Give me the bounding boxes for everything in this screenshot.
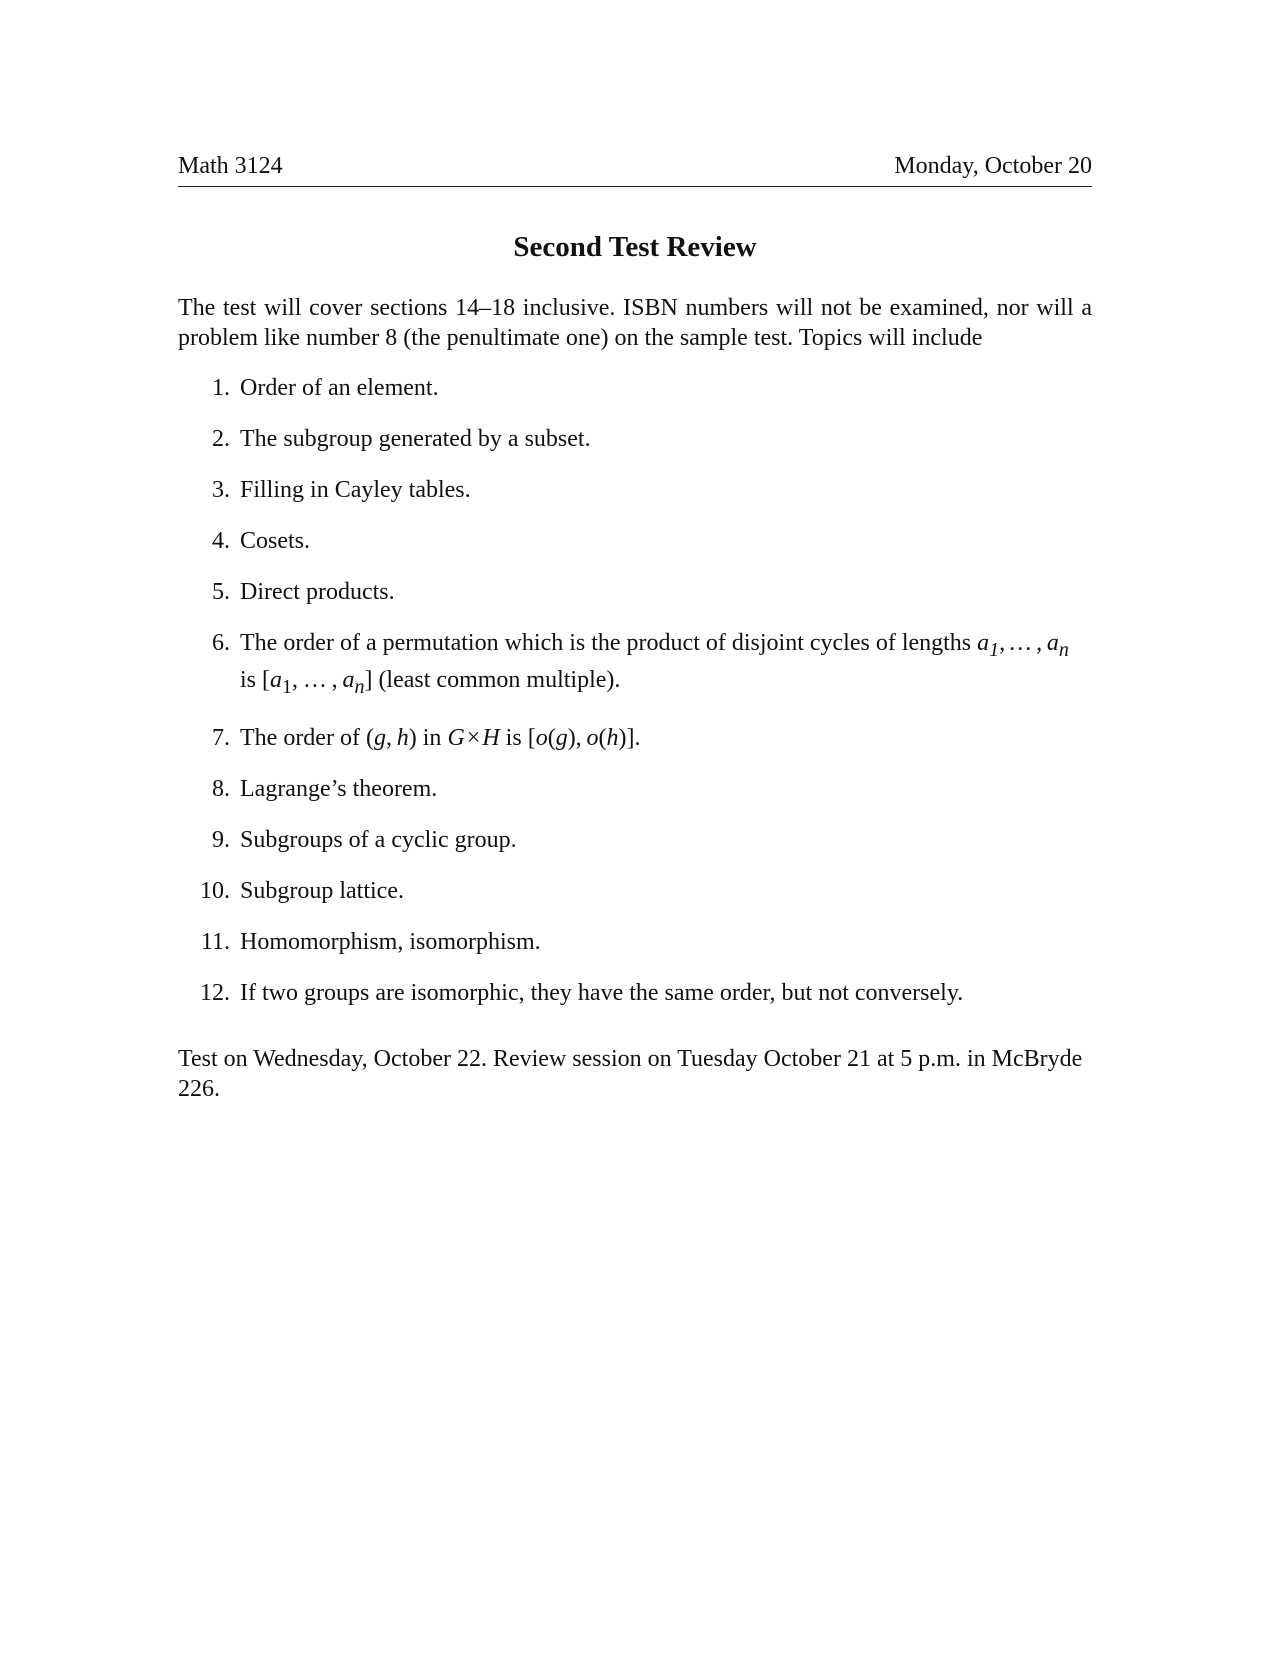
math-expression: [o(g), o(h)]. — [527, 724, 641, 751]
item-text: (least common multiple). — [378, 666, 621, 693]
footer-note: Test on Wednesday, October 22. Review session on Tuesday October 21 at 5 p.m. in McBryde 226. — [178, 1046, 1083, 1102]
list-item — [178, 876, 1092, 906]
header-rule — [178, 186, 1092, 187]
item-number: 11. — [200, 928, 230, 955]
item-text: Direct products. — [240, 579, 395, 605]
item-text: Order of an element. — [240, 375, 439, 401]
item-text: The order of a permutation which is the product of disjoint cycles of lengths — [240, 630, 972, 656]
item-number: 3. — [212, 477, 230, 503]
list-item — [178, 774, 1092, 804]
item-number: 6. — [212, 630, 230, 656]
math-expression: (g, h) — [365, 724, 417, 751]
item-number: 2. — [212, 426, 230, 452]
item-text: Homomorphism, isomorphism. — [240, 928, 541, 955]
list-item — [178, 825, 1092, 855]
item-text: is — [505, 724, 522, 751]
list-item — [178, 475, 1092, 505]
math-expression: [$a_1$, … , $a_n$] — [262, 666, 373, 698]
list-item — [178, 577, 1092, 607]
header-date: Monday, October 20 — [894, 153, 1092, 179]
topics-list — [178, 373, 1092, 1029]
course-label: Math 3124 — [178, 153, 283, 179]
page-header — [178, 152, 1092, 180]
item-text: Subgroup lattice. — [240, 877, 404, 904]
list-item — [178, 424, 1092, 454]
item-number: 9. — [212, 826, 230, 853]
item-text: The subgroup generated by a subset. — [240, 426, 591, 452]
list-item — [178, 373, 1092, 403]
item-number: 1. — [212, 375, 230, 401]
item-text: is — [240, 666, 257, 693]
item-text: in — [422, 724, 442, 751]
item-number: 12. — [200, 979, 230, 1006]
item-text: The order of — [240, 724, 360, 751]
intro-paragraph: The test will cover sections 14–18 inclusive. ISBN numbers will not be examined, nor will a problem like number 8 (the penultimate one) on the sample test. Topics will include — [178, 295, 1092, 351]
item-text: Filling in Cayley tables. — [240, 477, 471, 503]
item-number: 7. — [212, 724, 230, 751]
math-expression: G × H — [447, 724, 500, 751]
item-text: If two groups are isomorphic, they have the same order, but not conversely. — [240, 979, 964, 1006]
list-item — [178, 927, 1092, 957]
page-title: Second Test Review — [513, 231, 757, 263]
item-text: Subgroups of a cyclic group. — [240, 826, 517, 853]
list-item — [178, 526, 1092, 556]
list-item — [178, 978, 1092, 1008]
item-number: 10. — [200, 877, 230, 904]
item-text: Lagrange’s theorem. — [240, 775, 438, 802]
item-number: 5. — [212, 579, 230, 605]
list-item — [178, 723, 1092, 753]
math-expression: $a_1$, … , $a_n$ — [977, 630, 1069, 661]
list-item — [178, 628, 1092, 702]
item-number: 8. — [212, 775, 230, 802]
item-number: 4. — [212, 528, 230, 554]
item-text: Cosets. — [240, 528, 311, 554]
